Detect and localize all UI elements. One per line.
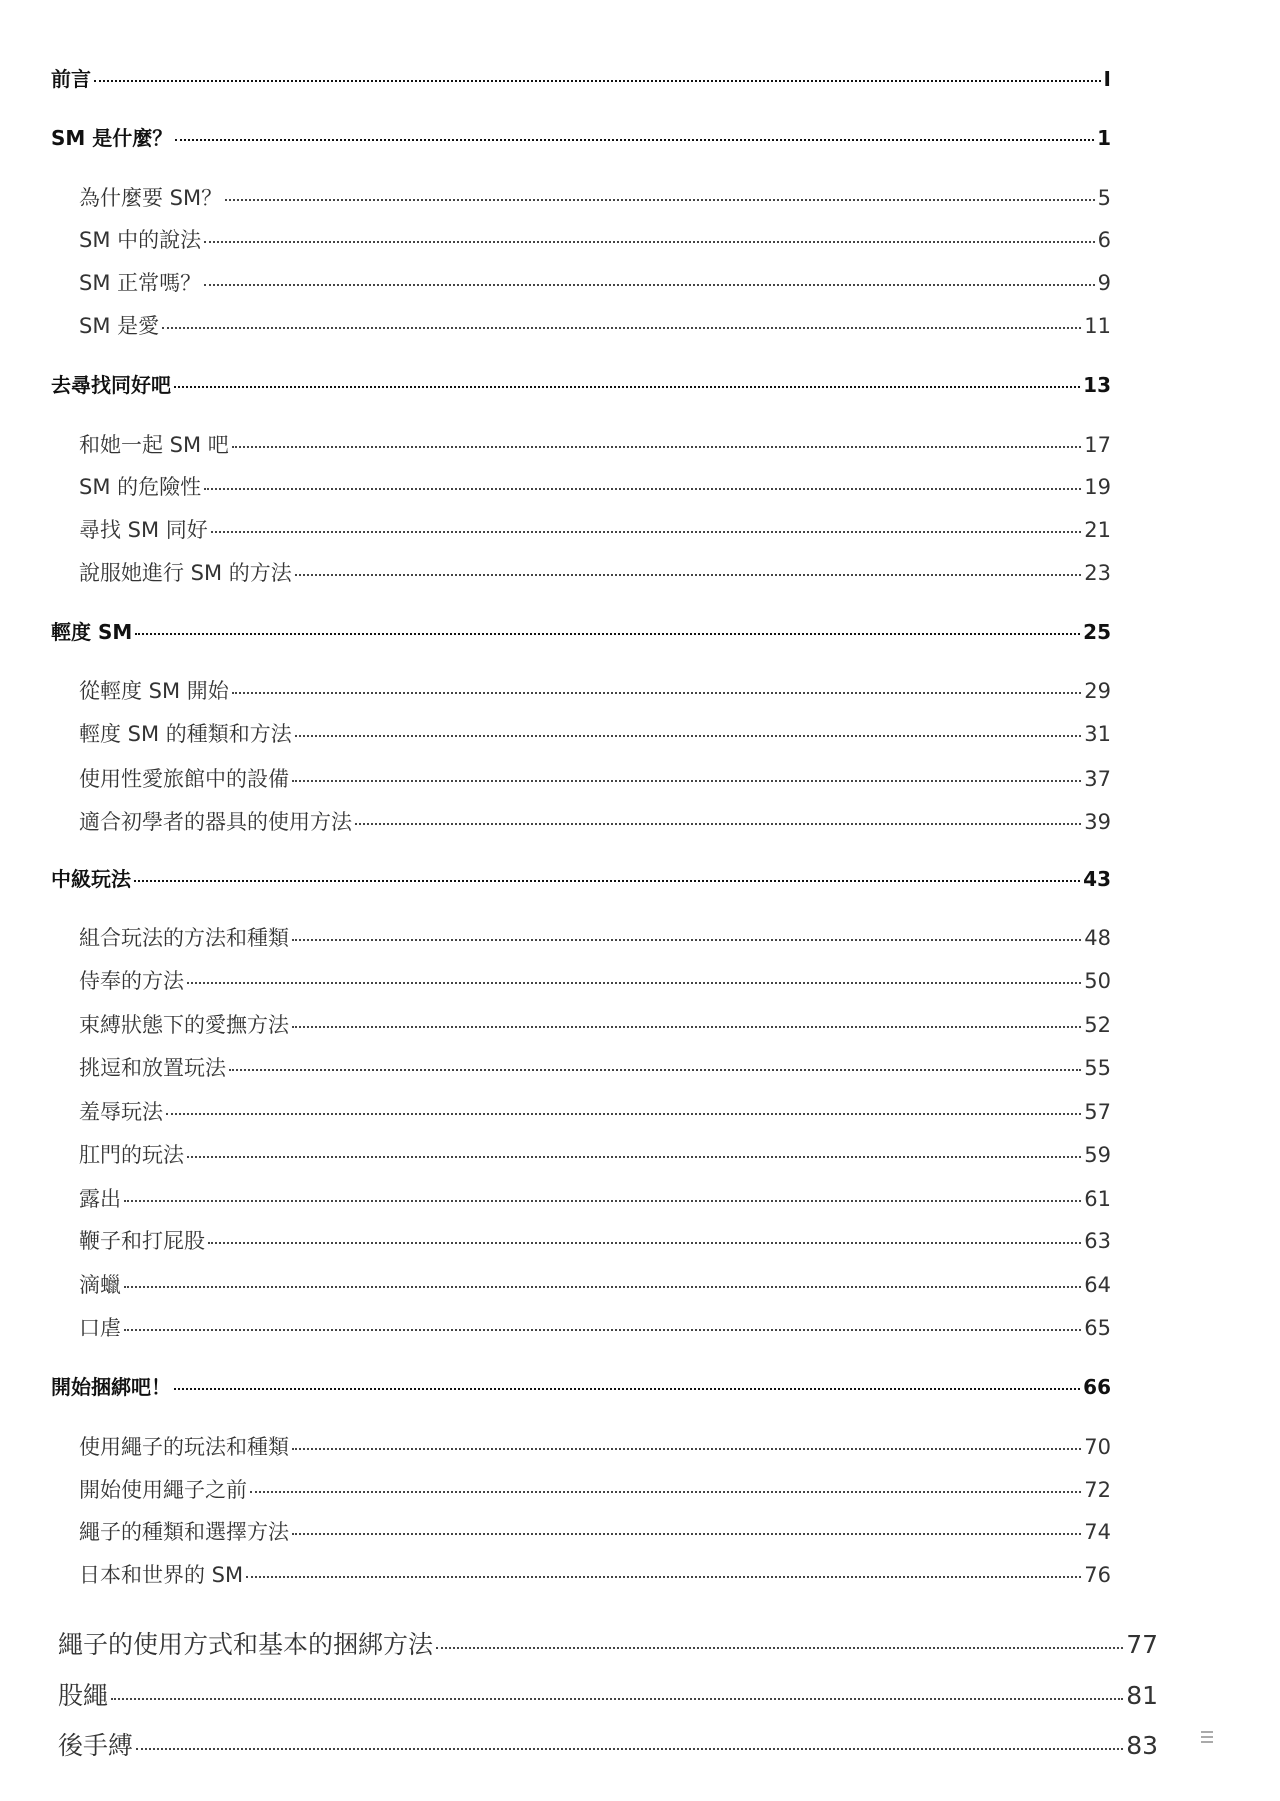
- toc-entry-title: 使用性愛旅館中的設備: [79, 767, 289, 791]
- toc-entry-title: SM 正常嗎？: [79, 271, 202, 295]
- toc-entry-page: 52: [1084, 1013, 1111, 1037]
- toc-entry-page: 9: [1097, 271, 1111, 295]
- dot-leader: [204, 241, 1095, 243]
- toc-entry-title: 使用繩子的玩法和種類: [79, 1435, 289, 1459]
- toc-entry-title: 前言: [51, 67, 91, 91]
- toc-entry[interactable]: [51, 1371, 1111, 1400]
- toc-entry-title: 組合玩法的方法和種類: [79, 926, 289, 950]
- toc-entry-title: 滴蠟: [79, 1273, 121, 1297]
- toc-entry-title: 束縛狀態下的愛撫方法: [79, 1013, 289, 1037]
- toc-entry[interactable]: [58, 1676, 1158, 1712]
- toc-entry[interactable]: [79, 1559, 1111, 1589]
- toc-entry-page: 63: [1084, 1229, 1111, 1253]
- toc-entry[interactable]: [79, 310, 1111, 340]
- dot-leader: [295, 735, 1081, 737]
- dot-leader: [135, 633, 1080, 635]
- dot-leader: [187, 1156, 1081, 1158]
- toc-entry-page: 83: [1126, 1731, 1158, 1760]
- toc-entry[interactable]: [79, 1183, 1111, 1213]
- toc-entry-title: 肛門的玩法: [79, 1143, 184, 1167]
- toc-entry-page: 17: [1084, 433, 1111, 457]
- toc-entry-title: 鞭子和打屁股: [79, 1229, 205, 1253]
- dot-leader: [124, 1200, 1081, 1202]
- toc-entry-page: 81: [1126, 1681, 1158, 1710]
- dot-leader: [111, 1698, 1123, 1700]
- toc-entry-page: 13: [1083, 373, 1111, 397]
- toc-entry-page: 74: [1084, 1520, 1111, 1544]
- toc-entry[interactable]: [79, 1312, 1111, 1342]
- dot-leader: [175, 139, 1094, 141]
- dot-leader: [292, 1533, 1081, 1535]
- dot-leader: [174, 386, 1080, 388]
- toc-entry[interactable]: [79, 965, 1111, 995]
- toc-entry-title: 尋找 SM 同好: [79, 518, 208, 542]
- dot-leader: [124, 1286, 1081, 1288]
- toc-entry-page: I: [1103, 67, 1111, 91]
- toc-entry[interactable]: [79, 182, 1111, 212]
- toc-entry[interactable]: [79, 1052, 1111, 1082]
- toc-entry-title: SM 是愛: [79, 314, 160, 338]
- toc-entry-title: 口虐: [79, 1316, 121, 1340]
- dot-leader: [292, 1448, 1081, 1450]
- toc-entry-title: 從輕度 SM 開始: [79, 679, 229, 703]
- toc-entry-page: 76: [1084, 1563, 1111, 1587]
- dot-leader: [250, 1491, 1081, 1493]
- toc-entry[interactable]: [58, 1625, 1158, 1661]
- toc-entry-title: SM 是什麼？: [51, 126, 173, 150]
- dot-leader: [246, 1576, 1081, 1578]
- toc-entry[interactable]: [79, 267, 1111, 297]
- toc-entry[interactable]: [79, 763, 1111, 793]
- dot-leader: [187, 982, 1081, 984]
- dot-leader: [211, 531, 1081, 533]
- toc-entry-page: 55: [1084, 1056, 1111, 1080]
- toc-entry[interactable]: [79, 1225, 1111, 1255]
- dot-leader: [229, 1069, 1081, 1071]
- toc-entry[interactable]: [79, 1096, 1111, 1126]
- dot-leader: [134, 880, 1080, 882]
- toc-entry-title: 輕度 SM: [51, 620, 133, 644]
- toc-entry[interactable]: [79, 557, 1111, 587]
- dot-leader: [232, 446, 1081, 448]
- toc-entry-title: SM 的危險性: [79, 475, 202, 499]
- toc-entry-page: 77: [1126, 1630, 1158, 1659]
- dot-leader: [295, 574, 1081, 576]
- toc-entry-title: 日本和世界的 SM: [79, 1563, 244, 1587]
- toc-entry[interactable]: [58, 1726, 1158, 1762]
- toc-entry[interactable]: [79, 1139, 1111, 1169]
- toc-entry-title: 適合初學者的器具的使用方法: [79, 810, 352, 834]
- toc-entry-page: 23: [1084, 561, 1111, 585]
- toc-entry-page: 72: [1084, 1478, 1111, 1502]
- toc-entry[interactable]: [51, 369, 1111, 398]
- toc-entry[interactable]: [51, 616, 1111, 645]
- toc-entry-title: 為什麼要 SM？: [79, 186, 223, 210]
- toc-entry-title: 股繩: [58, 1681, 109, 1710]
- dot-leader: [355, 823, 1081, 825]
- toc-entry-page: 5: [1097, 186, 1111, 210]
- toc-entry-page: 65: [1084, 1316, 1111, 1340]
- dot-leader: [436, 1647, 1123, 1649]
- toc-entry-title: 中級玩法: [51, 867, 131, 891]
- dot-leader: [204, 284, 1095, 286]
- toc-entry[interactable]: [79, 675, 1111, 705]
- toc-entry-title: 開始使用繩子之前: [79, 1478, 247, 1502]
- toc-entry-page: 61: [1084, 1187, 1111, 1211]
- toc-entry-page: 29: [1084, 679, 1111, 703]
- toc-entry-page: 31: [1084, 722, 1111, 746]
- toc-entry[interactable]: [79, 224, 1111, 254]
- toc-entry-page: 25: [1083, 620, 1111, 644]
- toc-entry-page: 39: [1084, 810, 1111, 834]
- toc-entry[interactable]: [79, 922, 1111, 952]
- toc-entry-title: 後手縛: [58, 1731, 134, 1760]
- toc-entry[interactable]: [79, 429, 1111, 459]
- toc-entry-page: 19: [1084, 475, 1111, 499]
- toc-entry-page: 59: [1084, 1143, 1111, 1167]
- dot-leader: [162, 327, 1081, 329]
- dot-leader: [292, 780, 1081, 782]
- toc-entry-page: 50: [1084, 969, 1111, 993]
- toc-entry-title: 挑逗和放置玩法: [79, 1056, 226, 1080]
- dot-leader: [204, 488, 1081, 490]
- toc-entry[interactable]: [51, 122, 1111, 151]
- toc-entry-page: 6: [1097, 228, 1111, 252]
- toc-entry-title: 輕度 SM 的種類和方法: [79, 722, 292, 746]
- dot-leader: [292, 939, 1081, 941]
- dot-leader: [136, 1748, 1123, 1750]
- dot-leader: [166, 1113, 1081, 1115]
- toc-entry-title: 露出: [79, 1187, 121, 1211]
- toc-entry-title: 和她一起 SM 吧: [79, 433, 229, 457]
- toc-entry-page: 70: [1084, 1435, 1111, 1459]
- toc-entry[interactable]: [79, 471, 1111, 501]
- toc-entry-title: 繩子的種類和選擇方法: [79, 1520, 289, 1544]
- toc-entry-title: 去尋找同好吧: [51, 373, 171, 397]
- toc-entry-page: 43: [1083, 867, 1111, 891]
- dot-leader: [225, 199, 1095, 201]
- toc-entry[interactable]: [51, 863, 1111, 892]
- dot-leader: [94, 80, 1101, 82]
- dot-leader: [292, 1026, 1081, 1028]
- toc-entry-title: 開始捆綁吧！: [51, 1375, 171, 1399]
- dot-leader: [174, 1388, 1080, 1390]
- toc-entry-title: 說服她進行 SM 的方法: [79, 561, 292, 585]
- toc-entry-title: 羞辱玩法: [79, 1100, 163, 1124]
- toc-entry-page: 21: [1084, 518, 1111, 542]
- toc-entry-page: 66: [1083, 1375, 1111, 1399]
- dot-leader: [124, 1329, 1081, 1331]
- toc-entry-page: 1: [1097, 126, 1111, 150]
- toc-entry[interactable]: [79, 514, 1111, 544]
- toc-entry[interactable]: [79, 806, 1111, 836]
- toc-entry[interactable]: [79, 1269, 1111, 1299]
- dot-leader: [208, 1242, 1081, 1244]
- toc-entry-page: 64: [1084, 1273, 1111, 1297]
- toc-entry-page: 57: [1084, 1100, 1111, 1124]
- paragraph-marker-icon: [1201, 1731, 1213, 1743]
- toc-entry[interactable]: [79, 1474, 1111, 1504]
- toc-entry[interactable]: [79, 718, 1111, 748]
- toc-entry-page: 48: [1084, 926, 1111, 950]
- toc-entry[interactable]: [79, 1009, 1111, 1039]
- toc-entry[interactable]: [79, 1431, 1111, 1461]
- toc-entry-page: 37: [1084, 767, 1111, 791]
- toc-entry-page: 11: [1084, 314, 1111, 338]
- toc-entry-title: 侍奉的方法: [79, 969, 184, 993]
- toc-entry[interactable]: [79, 1516, 1111, 1546]
- toc-entry-title: SM 中的說法: [79, 228, 202, 252]
- toc-entry-title: 繩子的使用方式和基本的捆綁方法: [58, 1630, 434, 1659]
- toc-entry[interactable]: [51, 63, 1111, 92]
- dot-leader: [232, 692, 1081, 694]
